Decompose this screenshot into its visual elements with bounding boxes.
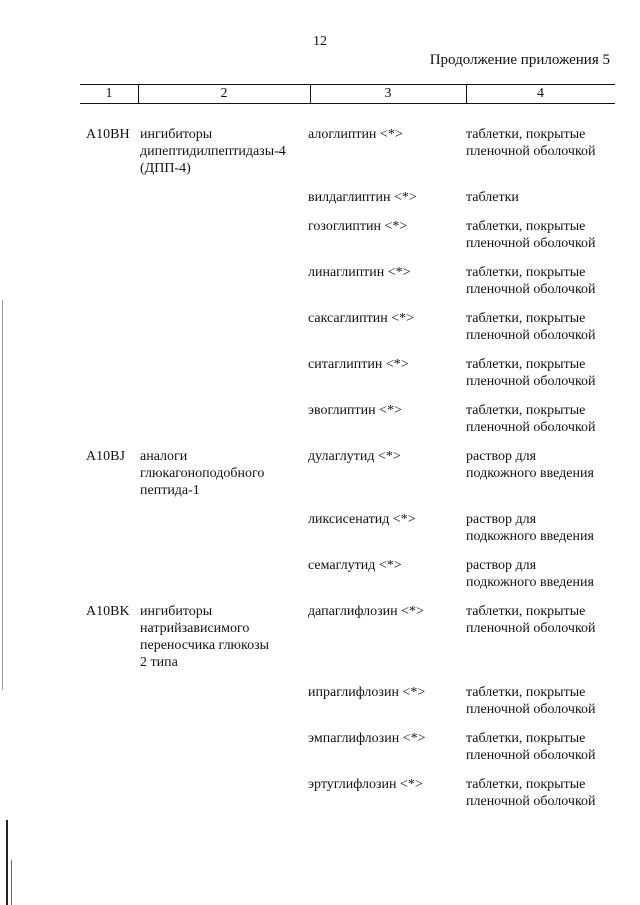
group-name: аналоги глюкагоноподобного пептида-1 xyxy=(140,449,265,498)
drug-name: гозоглиптин <*> xyxy=(308,219,408,234)
drug-name: эвоглиптин <*> xyxy=(308,403,402,418)
drug-name: дулаглутид <*> xyxy=(308,449,401,464)
dosage-form: таблетки, покрытые пленочной оболочкой xyxy=(466,731,596,763)
dosage-form: таблетки, покрытые пленочной оболочкой xyxy=(466,403,596,435)
dosage-form: таблетки, покрытые пленочной оболочкой xyxy=(466,604,596,636)
dosage-form: таблетки, покрытые пленочной оболочкой xyxy=(466,685,596,717)
group-name: ингибиторы натрийзависимого переносчика глюкозы 2 типа xyxy=(140,604,270,670)
atc-code: A10BH xyxy=(86,127,130,142)
atc-code: A10BJ xyxy=(86,449,125,464)
scan-edge-line xyxy=(6,820,8,905)
dosage-form: раствор для подкожного введения xyxy=(466,512,594,544)
drug-name: эртуглифлозин <*> xyxy=(308,777,423,792)
drug-name: ликсисенатид <*> xyxy=(308,512,416,527)
scan-edge-line xyxy=(2,300,3,690)
drug-name: ситаглиптин <*> xyxy=(308,357,409,372)
dosage-form: таблетки, покрытые пленочной оболочкой xyxy=(466,219,596,251)
dosage-form: таблетки, покрытые пленочной оболочкой xyxy=(466,265,596,297)
dosage-form: таблетки, покрытые пленочной оболочкой xyxy=(466,311,596,343)
drug-name: эмпаглифлозин <*> xyxy=(308,731,426,746)
atc-code: A10BK xyxy=(86,604,130,619)
drug-name: вилдаглиптин <*> xyxy=(308,190,417,205)
header-col-4: 4 xyxy=(537,86,544,101)
drug-name: линаглиптин <*> xyxy=(308,265,411,280)
drug-name: дапаглифлозин <*> xyxy=(308,604,424,619)
dosage-form: таблетки, покрытые пленочной оболочкой xyxy=(466,777,596,809)
drug-name: алоглиптин <*> xyxy=(308,127,403,142)
header-col-2: 2 xyxy=(220,86,228,101)
header-col-3: 3 xyxy=(384,86,392,101)
dosage-form: раствор для подкожного введения xyxy=(466,449,594,481)
page-number: 12 xyxy=(313,34,327,49)
dosage-form: таблетки, покрытые пленочной оболочкой xyxy=(466,127,596,159)
dosage-form: таблетки, покрытые пленочной оболочкой xyxy=(466,357,596,389)
drug-name: саксаглиптин <*> xyxy=(308,311,415,326)
drug-name: семаглутид <*> xyxy=(308,558,402,573)
table-header-row xyxy=(80,84,615,104)
header-col-1: 1 xyxy=(105,86,113,101)
drug-name: ипраглифлозин <*> xyxy=(308,685,426,700)
dosage-form: раствор для подкожного введения xyxy=(466,558,594,590)
dosage-form: таблетки xyxy=(466,190,519,205)
scan-edge-line xyxy=(11,860,12,905)
group-name: ингибиторы дипептидилпептидазы-4 (ДПП-4) xyxy=(140,127,286,176)
continuation-title: Продолжение приложения 5 xyxy=(429,52,610,68)
